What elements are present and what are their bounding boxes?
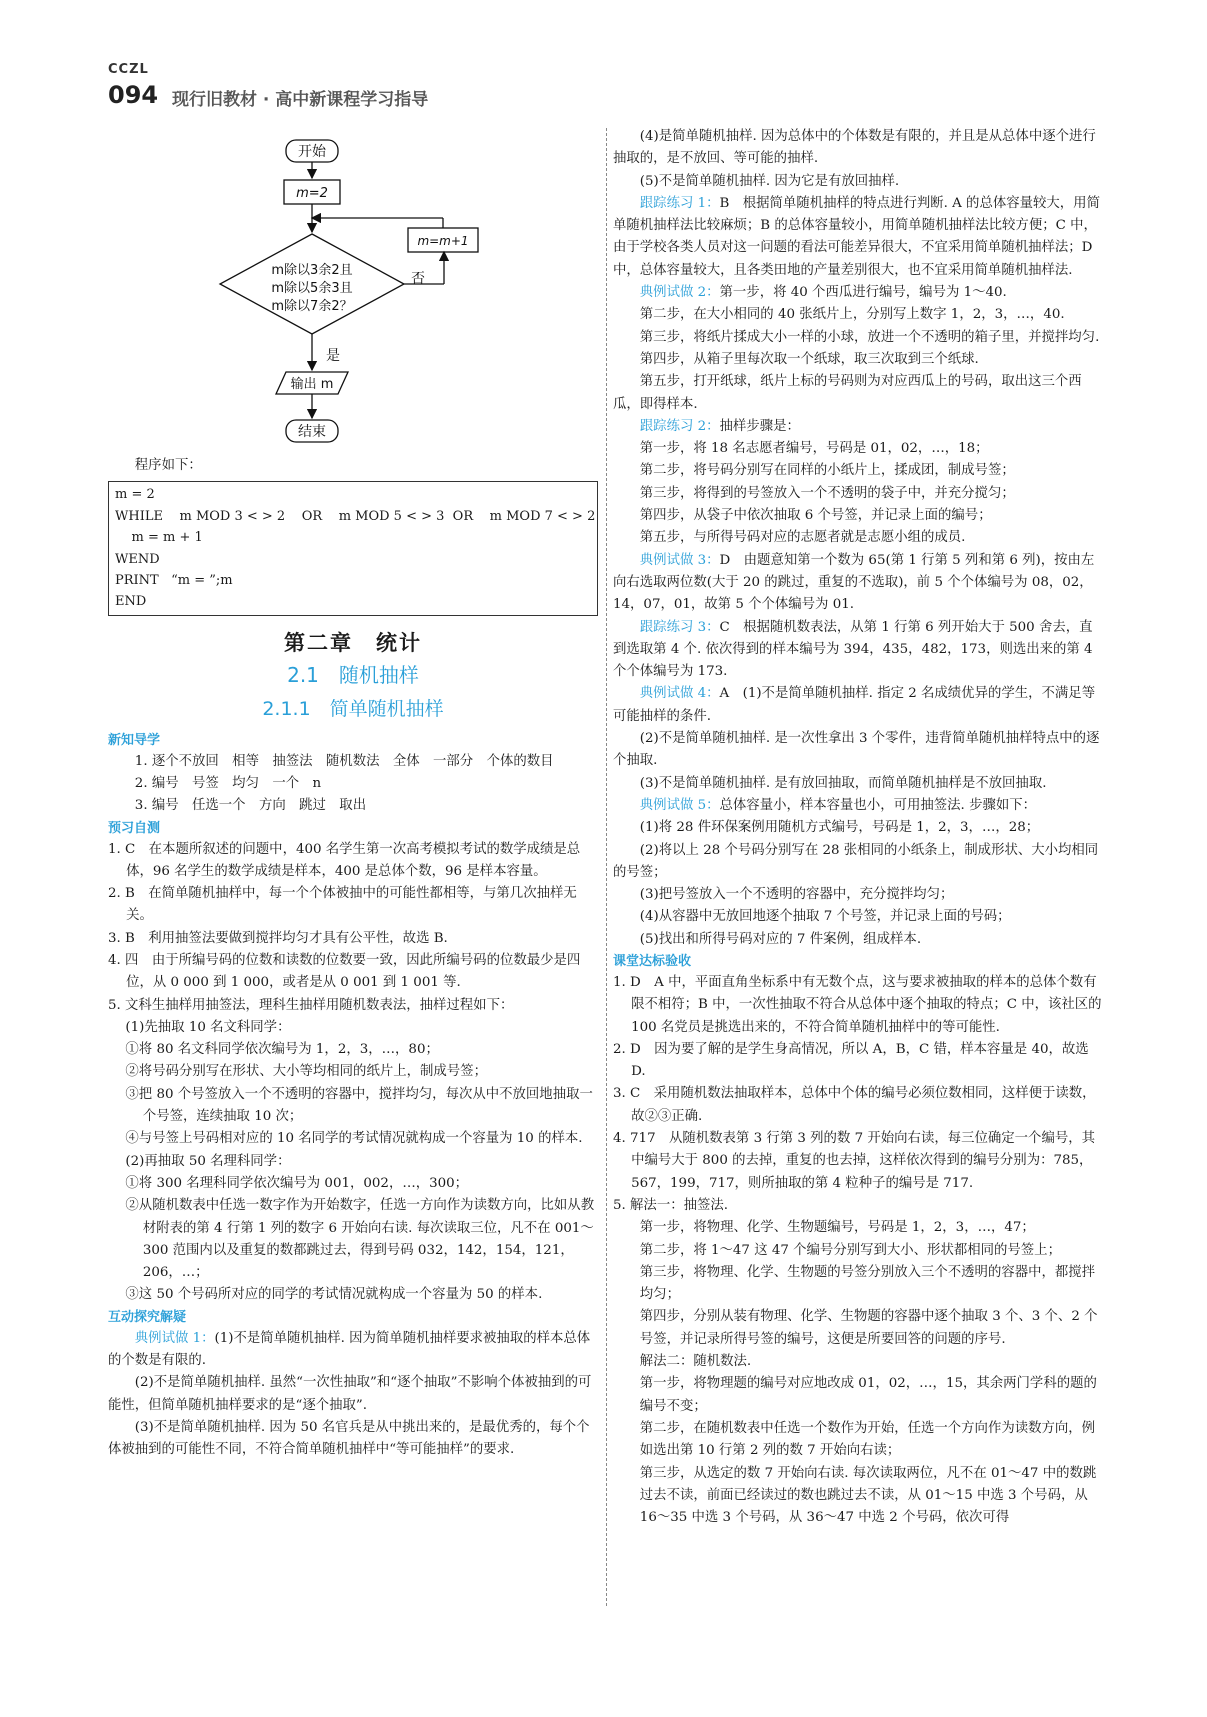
example1-part: (5)不是简单随机抽样. 因为它是有放回抽样. (639, 173, 900, 189)
subsection-title: 2.1.1 简单随机抽样 (262, 698, 444, 721)
example2-step: 第三步，将纸片揉成大小一样的小球，放进一个不透明的箱子里，并搅拌均匀. (639, 329, 1100, 345)
q5-method1-step: 第三步，将物理、化学、生物题的号签分别放入三个不透明的容器中，都搅拌均匀； (639, 1264, 1096, 1303)
example5-step: (1)将 28 件环保案例用随机方式编号，号码是 1，2，3，…，28； (639, 820, 1040, 836)
section-title: 2.1 随机抽样 (287, 663, 419, 688)
program-line: WHILE m MOD 3 < > 2 OR m MOD 5 < > 3 OR m MOD 7 < > 2 (115, 508, 596, 524)
q5-step: ③把 80 个号签放入一个不透明的容器中，搅拌均匀，每次从中不放回地抽取一个号签，连续抽取 10 次； (125, 1086, 593, 1125)
example1-label: 典例试做 1： (134, 1330, 215, 1346)
example1-paragraph (108, 1328, 598, 1373)
example2-step: 第二步，在大小相同的 40 张纸片上，分别写上数字 1，2，3，…，40. (639, 307, 1065, 323)
xinzhi-heading: 新知导学 (108, 732, 161, 748)
xinzhi-item: 2. 编号 号签 均匀 一个 n (134, 775, 322, 791)
flowchart (196, 132, 496, 452)
yuxi-item: 1. C 在本题所叙述的问题中，400 名学生第一次高考模拟考试的数学成绩是总体，96 名学生的数学成绩是样本，400 是总体个数，96 是样本容量。 (108, 841, 581, 879)
example5-text: 总体容量小，样本容量也小，可用抽签法. 步骤如下： (719, 797, 1037, 813)
example1-text: (1)不是简单随机抽样. 因为简单随机抽样要求被抽取的样本总体的个数是有限的. (108, 1330, 591, 1369)
example5-step: (2)将以上 28 个号码分别写在 28 张相同的小纸条上，制成形状、大小均相同的号签； (613, 842, 1099, 880)
example3-label: 典例试做 3： (639, 552, 720, 568)
ketang-item: 1. D A 中，平面直角坐标系中有无数个点，这与要求被抽取的样本的总体个数有限不相符；B 中，一次性抽取不符合从总体中逐个抽取的特点；C 中，该社区的 100 名党员是挑选出来的，不符合简单随机抽样中的等可能性. (613, 974, 1102, 1035)
flow-init-label: m=2 (296, 186, 328, 201)
example1-part: (4)是简单随机抽样. 因为总体中的个体数是有限的，并且是从总体中逐个进行抽取的，是不放回、等可能的抽样. (613, 129, 1096, 167)
track3-paragraph (613, 617, 1103, 684)
q5-method2-step: 第三步，从选定的数 7 开始向右读. 每次读取两位，凡不在 01～47 中的数跳过去不读，前面已经读过的数也跳过去不读，从 01～15 中选 3 个号码，从 16～35 中选 3 个号码，从 36～47 中选 2 个号码，依次可得 (639, 1465, 1097, 1526)
ketang-item: 5. 解法一：抽签法. (613, 1197, 729, 1213)
q5-method2-label: 解法二：随机数法. (639, 1354, 752, 1370)
xinzhi-item: 3. 编号 任选一个 方向 跳过 取出 (134, 798, 367, 814)
program-line: PRINT “m = ”;m (115, 572, 233, 588)
example4-part: (2)不是简单随机抽样. 是一次性拿出 3 个零件，违背简单随机抽样特点中的逐个抽取. (613, 731, 1100, 769)
example5-label: 典例试做 5： (639, 797, 720, 813)
example2-step: 第五步，打开纸球，纸片上标的号码则为对应西瓜上的号码，取出这三个西瓜，即得样本. (613, 374, 1082, 412)
q5-method1-step: 第二步，将 1～47 这 47 个编号分别写到大小、形状都相同的号签上； (639, 1242, 1061, 1258)
ketang-item: 3. C 采用随机数法抽取样本，总体中个体的编号必须位数相同，这样便于读数，故②③正确. (613, 1086, 1096, 1124)
page-number: 094 (108, 81, 159, 109)
column-divider (606, 128, 607, 1606)
yuxi-item: 2. B 在简单随机抽样中，每一个个体被抽中的可能性都相等，与第几次抽样无关。 (108, 886, 577, 924)
xinzhi-item: 1. 逐个不放回 相等 抽签法 随机数法 全体 一部分 个体的数目 (134, 753, 554, 769)
example2-paragraph (613, 282, 1103, 304)
track2-step: 第三步，将得到的号签放入一个不透明的袋子中，并充分搅匀； (639, 485, 1015, 501)
flow-cond-line2: m除以5余3且 (271, 281, 353, 296)
example1-part: (2)不是简单随机抽样. 虽然“一次性抽取”和“逐个抽取”不影响个体被抽到的可能性，但简单随机抽样要求的是“逐个抽取”. (108, 1375, 592, 1413)
flow-start-label: 开始 (298, 144, 326, 160)
hudong-heading: 互动探究解疑 (108, 1309, 187, 1325)
track3-label: 跟踪练习 3： (639, 619, 720, 635)
example4-part: (3)不是简单随机抽样. 是有放回抽取，而简单随机抽样是不放回抽取. (639, 775, 1047, 791)
track2-text: 抽样步骤是： (719, 418, 800, 434)
yuxi-item: 3. B 利用抽签法要做到搅拌均匀才具有公平性，故选 B. (108, 930, 448, 946)
q5-step: (1)先抽取 10 名文科同学： (125, 1019, 291, 1035)
yuxi-item: 5. 文科生抽样用抽签法，理科生抽样用随机数表法，抽样过程如下： (108, 997, 514, 1013)
ketang-heading: 课堂达标验收 (613, 953, 692, 969)
program-line: m = 2 (115, 487, 155, 503)
example1-part: (3)不是简单随机抽样. 因为 50 名官兵是从中挑出来的，是最优秀的，每个个体被抽到的可能性不同，不符合简单随机抽样中“等可能抽样”的要求. (108, 1419, 590, 1458)
flow-yes-label: 是 (326, 348, 340, 364)
example5-step: (3)把号签放入一个不透明的容器中，充分搅拌均匀； (639, 887, 954, 903)
ketang-item: 2. D 因为要了解的是学生身高情况，所以 A，B，C 错，样本容量是 40，故选 D. (613, 1041, 1089, 1080)
program-intro: 程序如下： (134, 458, 202, 473)
track2-step: 第五步，与所得号码对应的志愿者就是志愿小组的成员. (639, 530, 966, 546)
q5-method2-step: 第一步，将物理题的编号对应地改成 01，02，…，15，其余两门学科的题的编号不变； (639, 1376, 1097, 1414)
track1-label: 跟踪练习 1： (639, 195, 720, 211)
track1-text: B 根据简单随机抽样的特点进行判断. A 的总体容量较大，用简单随机抽样法比较麻烦；B 的总体容量较小，用简单随机抽样法比较方便；C 中，由于学校各类人员对这一问题的看法可能差异很大，不宜采用简单随机抽样法；D 中，总体容量较大，且各类田地的产量差别很大，也不宜采用简单随机抽样法. (613, 195, 1100, 278)
flow-output-label: 输出 m (290, 377, 334, 392)
example4-label: 典例试做 4： (639, 686, 720, 702)
q5-step: ①将 300 名理科同学依次编号为 001，002，…，300； (125, 1175, 469, 1191)
q5-step: ③这 50 个号码所对应的同学的考试情况就构成一个容量为 50 的样本. (125, 1287, 543, 1303)
page-header (108, 62, 1108, 112)
example4-text: A (1)不是简单随机抽样. 指定 2 名成绩优异的学生，不满足等可能抽样的条件. (613, 686, 1096, 724)
track2-step: 第一步，将 18 名志愿者编号，号码是 01，02，…，18； (639, 441, 989, 457)
track1-paragraph (613, 193, 1103, 282)
flow-update-label: m=m+1 (417, 234, 469, 248)
left-column (108, 455, 598, 1462)
q5-method1-step: 第四步，分别从装有物理、化学、生物题的容器中逐个抽取 3 个、3 个、2 个号签，并记录所得号签的编号，这便是所要回答的问题的序号. (639, 1309, 1098, 1347)
program-line: m = m + 1 (115, 530, 203, 546)
book-title: 现行旧教材 · 高中新课程学习指导 (172, 90, 429, 110)
yuxi-heading: 预习自测 (108, 820, 161, 836)
example3-paragraph (613, 550, 1103, 617)
q5-step: ②从随机数表中任选一数字作为开始数字，任选一方向作为读数方向，比如从教材附表的第 4 行第 1 列的数字 6 开始向右读. 每次读取三位，凡不在 001～300 范围内以及重复的数都跳过去，得到号码 032，142，154，121，206，…； (125, 1198, 595, 1281)
q5-step: ②将号码分别写在形状、大小等均相同的纸片上，制成号签； (125, 1064, 487, 1080)
program-box (108, 481, 598, 615)
example3-text: D 由题意知第一个数为 65(第 1 行第 5 列和第 6 列)，按由左向右选取两位数(大于 20 的跳过，重复的不选取)，前 5 个个体编号为 08，02，14，07，01，故第 5 个个体编号为 01. (613, 552, 1095, 613)
flow-no-label: 否 (411, 271, 425, 287)
program-line: WEND (115, 551, 160, 567)
flow-cond-line1: m除以3余2且 (271, 263, 353, 278)
track2-step: 第四步，从袋子中依次抽取 6 个号签，并记录上面的编号； (639, 508, 992, 524)
example2-text: 第一步，将 40 个西瓜进行编号，编号为 1～40. (719, 285, 1007, 301)
track2-label: 跟踪练习 2： (639, 418, 720, 434)
flow-end-label: 结束 (298, 424, 326, 440)
right-column (613, 126, 1103, 1529)
q5-step: ④与号签上号码相对应的 10 名同学的考试情况就构成一个容量为 10 的样本. (125, 1131, 583, 1147)
chapter-title: 第二章 统计 (284, 629, 422, 655)
program-line: END (115, 594, 147, 610)
example5-step: (5)找出和所得号码对应的 7 件案例，组成样本. (639, 931, 922, 947)
q5-method2-step: 第二步，在随机数表中任选一个数作为开始，任选一个方向作为读数方向，例如选出第 10 行第 2 列的数 7 开始向右读； (639, 1420, 1096, 1459)
flow-cond-line3: m除以7余2？ (271, 299, 353, 314)
track2-step: 第二步，将号码分别写在同样的小纸片上，揉成团，制成号签； (639, 463, 1015, 479)
ketang-item: 4. 717 从随机数表第 3 行第 3 列的数 7 开始向右读，每三位确定一个编号，其中编号大于 800 的去掉，重复的也去掉，这样依次得到的编号分别为：785，567，199，717，则所抽取的第 4 粒种子的编号是 717. (613, 1131, 1096, 1191)
example5-step: (4)从容器中无放回地逐个抽取 7 个号签，并记录上面的号码； (639, 909, 1011, 925)
example5-paragraph (613, 795, 1103, 817)
q5-method1-step: 第一步，将物理、化学、生物题编号，号码是 1，2，3，…，47； (639, 1220, 1035, 1236)
q5-step: (2)再抽取 50 名理科同学： (125, 1153, 291, 1169)
example2-label: 典例试做 2： (639, 285, 720, 301)
example2-step: 第四步，从箱子里每次取一个纸球，取三次取到三个纸球. (639, 351, 979, 367)
q5-step: ①将 80 名文科同学依次编号为 1，2，3，…，80； (125, 1042, 439, 1058)
yuxi-item: 4. 四 由于所编号码的位数和读数的位数要一致，因此所编号码的位数最少是四位，从 0 000 到 1 000，或者是从 0 001 到 1 001 等. (108, 953, 581, 991)
example4-paragraph (613, 683, 1103, 728)
track2-paragraph (613, 416, 1103, 438)
brand-mark: CCZL (108, 62, 149, 77)
track3-text: C 根据随机数表法，从第 1 行第 6 列开始大于 500 舍去，直到选取第 4 个. 依次得到的样本编号为 394，435，482，173，则选出来的第 4 个个体编号为 173. (613, 619, 1093, 680)
